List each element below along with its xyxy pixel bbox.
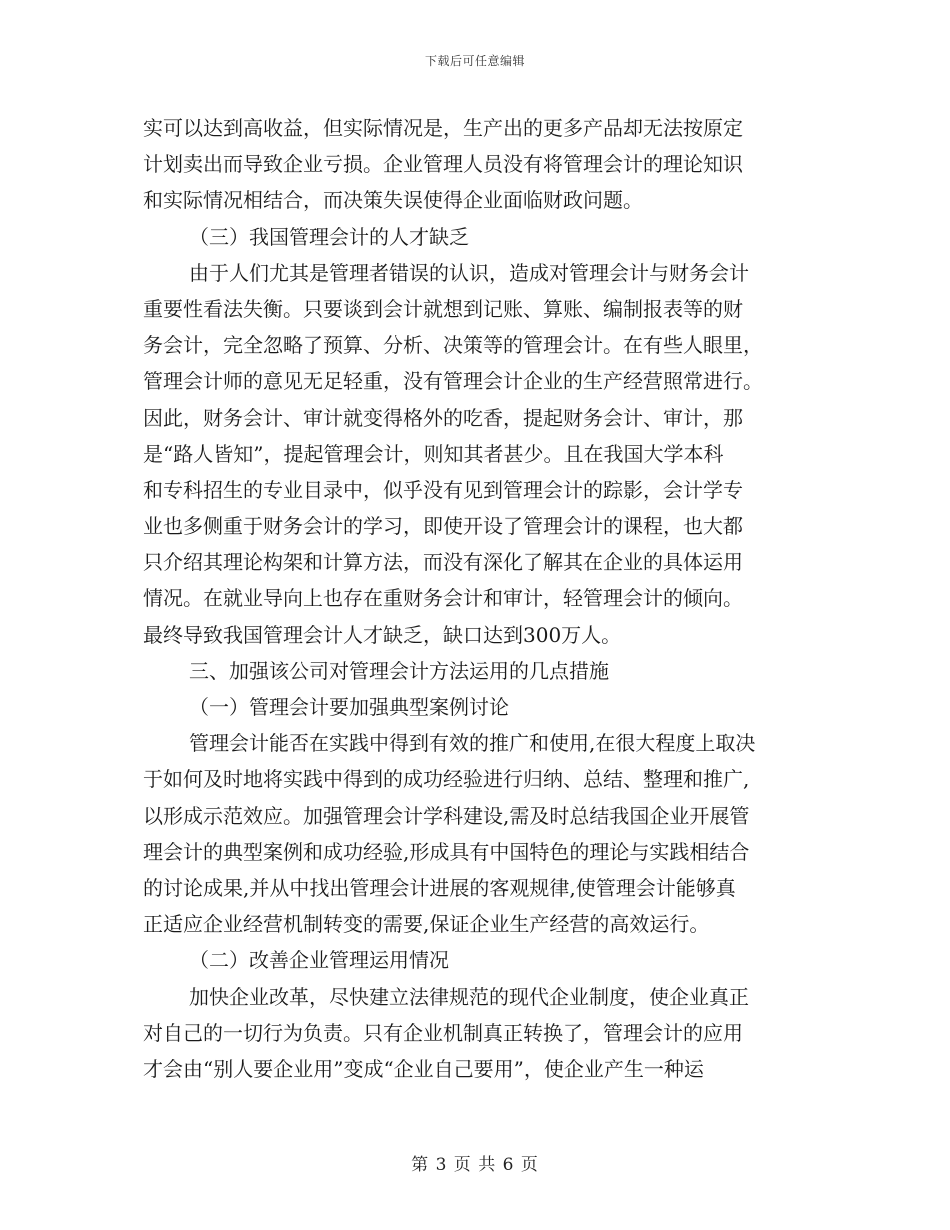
text-line: 对自己的一切行为负责。只有企业机制真正转换了，管理会计的应用 [143,1020,743,1045]
text-line: 实可以达到高收益，但实际情况是，生产出的更多产品却无法按原定 [143,116,743,140]
text-line: 管理会计师的意见无足轻重，没有管理会计企业的生产经营照常进行。 [143,369,763,394]
text-line: （三）我国管理会计的人才缺乏 [189,224,469,249]
text-line: （二）改善企业管理运用情况 [189,948,449,973]
text-line: 正适应企业经营机制转变的需要,保证企业生产经营的高效运行。 [143,912,710,937]
text-line: 管理会计能否在实践中得到有效的推广和使用,在很大程度上取决 [189,731,756,756]
text-line: 务会计，完全忽略了预算、分析、决策等的管理会计。在有些人眼里， [143,333,763,358]
text-line: 和专科招生的专业目录中，似乎没有见到管理会计的踪影，会计学专 [143,477,743,502]
text-line: 的讨论成果,并从中找出管理会计进展的客观规律,使管理会计能够真 [143,875,736,900]
text-line: 和实际情况相结合，而决策失误使得企业面临财政问题。 [143,188,643,213]
document-body [143,110,808,1087]
text-line: 情况。在就业导向上也存在重财务会计和审计，轻管理会计的倾向。 [143,586,743,611]
text-line: 因此，财务会计、审计就变得格外的吃香，提起财务会计、审计，那 [143,405,743,430]
text-line: 业也多侧重于财务会计的学习，即使开设了管理会计的课程，也大都 [143,514,743,539]
page-footer: 第 3 页 共 6 页 [411,1155,539,1175]
text-line: 是“路人皆知”，提起管理会计，则知其者甚少。且在我国大学本科 [143,441,724,466]
text-line: 最终导致我国管理会计人才缺乏，缺口达到300万人。 [143,622,622,647]
text-line: 三、加强该公司对管理会计方法运用的几点措施 [189,658,609,683]
text-line: 于如何及时地将实践中得到的成功经验进行归纳、总结、整理和推广, [143,767,750,792]
text-line: 加快企业改革，尽快建立法律规范的现代企业制度，使企业真正 [189,984,749,1009]
page-header: 下载后可任意编辑 [424,54,525,68]
text-line: 理会计的典型案例和成功经验,形成具有中国特色的理论与实践相结合 [143,839,750,864]
text-line: 重要性看法失衡。只要谈到会计就想到记账、算账、编制报表等的财 [143,296,743,321]
text-line: 才会由“别人要企业用”变成“企业自己要用”，使企业产生一种运 [143,1056,704,1081]
text-line: 计划卖出而导致企业亏损。企业管理人员没有将管理会计的理论知识 [143,152,743,177]
text-line: （一）管理会计要加强典型案例讨论 [189,695,509,719]
text-line: 以形成示范效应。加强管理会计学科建设,需及时总结我国企业开展管 [143,803,750,828]
text-line: 只介绍其理论构架和计算方法，而没有深化了解其在企业的具体运用 [143,550,743,575]
text-line: 由于人们尤其是管理者错误的认识，造成对管理会计与财务会计 [189,260,749,285]
